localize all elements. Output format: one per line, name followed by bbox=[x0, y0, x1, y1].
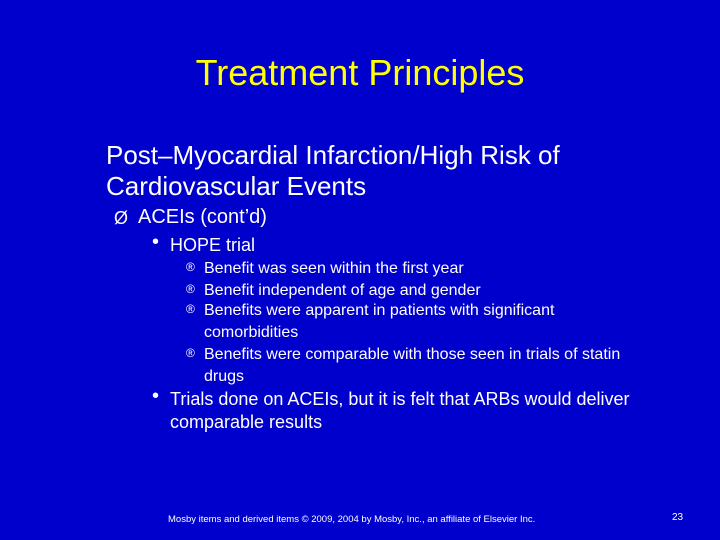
bullet-level3-text: HOPE trial bbox=[170, 235, 256, 255]
dot-bullet-icon: • bbox=[152, 231, 160, 253]
bullet-level1-text: Post–Myocardial Infarction/High Risk of Cardiovascular Events bbox=[106, 140, 560, 201]
bullet-level3-text: Trials done on ACEIs, but it is felt that ARBs would deliver comparable results bbox=[170, 389, 630, 432]
subpoint-text: Benefit was seen within the first year bbox=[204, 260, 464, 277]
arrow-bullet-icon: Ø bbox=[114, 208, 129, 228]
page-number: 23 bbox=[672, 512, 684, 523]
slide-title: Treatment Principles bbox=[195, 52, 525, 93]
subpoint-text: Benefits were apparent in patients with significant comorbidities bbox=[204, 302, 555, 341]
subpoint-text: Benefit independent of age and gender bbox=[204, 282, 481, 299]
registered-bullet-icon: ® bbox=[186, 282, 195, 296]
dot-bullet-icon: • bbox=[152, 385, 160, 407]
registered-bullet-icon: ® bbox=[186, 302, 195, 316]
copyright-footer: Mosby items and derived items © 2009, 2004 by Mosby, Inc., an affiliate of Elsevier Inc. bbox=[168, 514, 536, 525]
registered-bullet-icon: ® bbox=[186, 260, 195, 274]
subpoint-text: Benefits were comparable with those seen in trials of statin drugs bbox=[204, 346, 621, 385]
bullet-level2-text: ACEIs (cont’d) bbox=[138, 206, 267, 228]
registered-bullet-icon: ® bbox=[186, 346, 195, 360]
